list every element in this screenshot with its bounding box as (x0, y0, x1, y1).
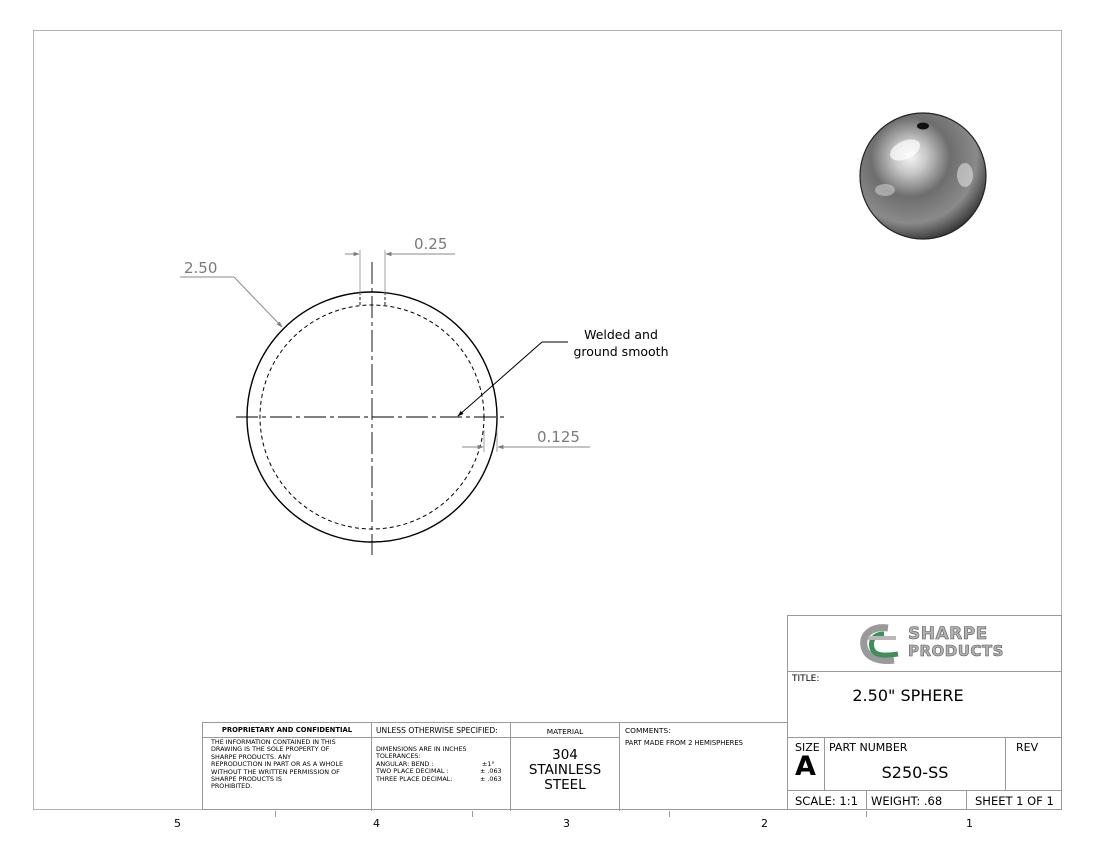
notes-block (202, 722, 788, 810)
sphere-hole (917, 123, 929, 130)
comments-text: PART MADE FROM 2 HEMISPHERES (625, 739, 743, 747)
zone-label-1: 1 (966, 817, 973, 830)
scale-value: SCALE: 1:1 (795, 794, 858, 808)
logo-mark-icon (854, 620, 914, 668)
comments-heading: COMMENTS: (625, 726, 671, 735)
proprietary-text: THE INFORMATION CONTAINED IN THIS DRAWING IS THE SOLE PROPERTY OF SHARPE PRODUCTS. ANY REPRODUCTION IN PART OR AS A WHOLE WITHOUT THE WRITTEN PERMISSION OF SHARPE PRODUCTS IS PROHIBITED. (211, 738, 344, 791)
material-heading: MATERIAL (546, 727, 584, 736)
zone-label-2: 2 (761, 817, 768, 830)
weld-note-line-1: Welded and (584, 327, 658, 342)
part-number-value: S250-SS (881, 763, 949, 782)
zone-label-3: 3 (563, 817, 570, 830)
zone-label-5: 5 (174, 817, 181, 830)
zone-tick (866, 811, 867, 817)
dim-hole-text: 0.25 (414, 235, 448, 253)
weld-note-line-2: ground smooth (573, 344, 669, 359)
rev-label: REV (1016, 741, 1039, 754)
dim-outer-diameter-text: 2.50 (184, 259, 218, 277)
dimension-hole (345, 235, 455, 294)
title-block (787, 615, 1062, 810)
sheet-value: SHEET 1 OF 1 (975, 794, 1054, 808)
zone-tick (275, 811, 276, 817)
dim-wall-text: 0.125 (537, 428, 580, 446)
sphere-render (860, 113, 986, 239)
tolerances-text: DIMENSIONS ARE IN INCHES TOLERANCES: ANGULAR: BEND : ±1° TWO PLACE DECIMAL : ± .063 THREE PLACE DECIMAL: ± .063 (376, 745, 502, 783)
weight-value: WEIGHT: .68 (871, 794, 943, 808)
weld-note (458, 327, 669, 416)
company-logo (854, 620, 1004, 668)
unless-heading: UNLESS OTHERWISE SPECIFIED: (376, 726, 498, 735)
logo-text-line-2: PRODUCTS (908, 642, 1004, 660)
zone-label-4: 4 (373, 817, 380, 830)
part-number-label: PART NUMBER (829, 741, 908, 754)
logo-text-line-1: SHARPE (908, 624, 988, 644)
size-value: A (795, 751, 816, 782)
proprietary-heading: PROPRIETARY AND CONFIDENTIAL (221, 726, 353, 734)
dimension-outer-diameter (180, 259, 282, 327)
zone-tick (472, 811, 473, 817)
zone-tick (669, 811, 670, 817)
size-label: SIZE (795, 741, 820, 754)
title-label: TITLE: (792, 674, 820, 684)
material-value: 304 STAINLESS STEEL (528, 747, 602, 793)
drawing-title: 2.50" SPHERE (852, 686, 964, 705)
